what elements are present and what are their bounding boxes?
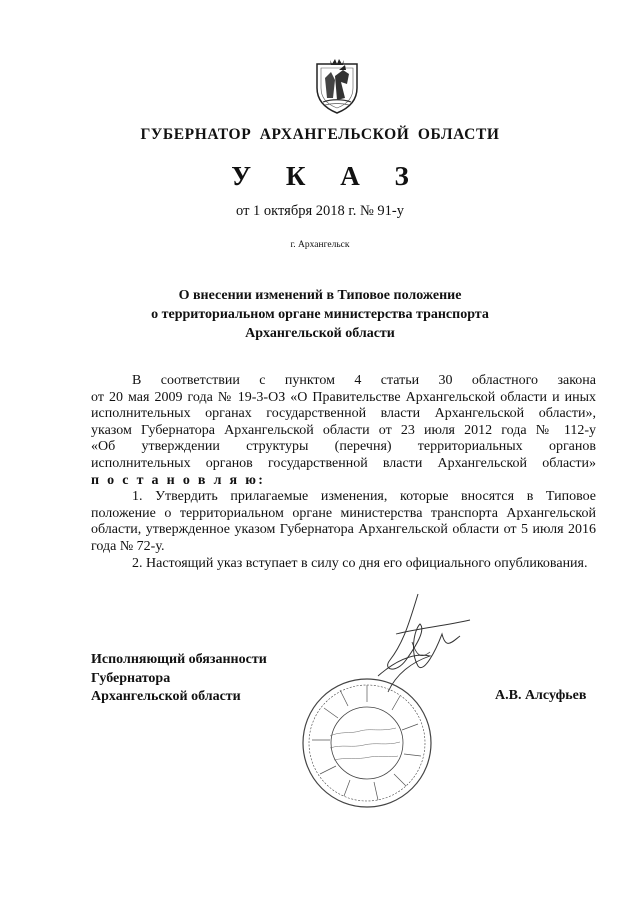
preamble-line: указом Губернатора Архангельской области от 23 июля 2012 года № 112-у — [91, 422, 596, 438]
title-line: О внесении изменений в Типовое положение — [178, 288, 462, 303]
coat-of-arms-icon — [313, 58, 361, 114]
preamble-line: исполнительных органах государственной власти Архангельской области», — [91, 406, 596, 422]
official-stamp — [300, 676, 434, 810]
position-line: Исполняющий обязанности — [91, 652, 267, 667]
decree-word: п о с т а н о в л я ю: — [91, 472, 266, 488]
signatory-name: А.В. Алсуфьев — [495, 688, 587, 703]
decree-item-1: 1. Утвердить прилагаемые изменения, которые вносятся в Типовое положение о территориальном органе министерства транспорта Архангельской области, утвержденное указом Губернатора Архангельской области от 5 июля 2016 года № 72-у. — [91, 489, 596, 554]
title-line: о территориальном органе министерства транспорта — [151, 307, 489, 322]
preamble-line: «Об утверждении структуры (перечня) территориальных органов — [91, 439, 596, 455]
document-date-number: от 1 октября 2018 г. № 91-у — [236, 203, 404, 219]
decree-item-2: 2. Настоящий указ вступает в силу со дня его официального опубликования. — [132, 555, 588, 571]
preamble-line: исполнительных органов государственной власти Архангельской области» — [91, 455, 596, 471]
position-line: Губернатора — [91, 670, 171, 686]
document-body — [91, 373, 596, 572]
document-title — [0, 286, 640, 343]
document-city: г. Архангельск — [290, 240, 350, 250]
preamble-line: В соответствии с пунктом 4 статьи 30 областного закона — [132, 373, 596, 388]
preamble-line: от 20 мая 2009 года № 19-3-ОЗ «О Правительстве Архангельской области и иных — [91, 389, 596, 405]
title-line: Архангельской области — [245, 326, 395, 341]
issuer-heading: ГУБЕРНАТОР АРХАНГЕЛЬСКОЙ ОБЛАСТИ — [140, 126, 500, 143]
position-line: Архангельской области — [91, 689, 241, 704]
document-type: У К А З — [231, 161, 423, 191]
signatory-position — [91, 651, 267, 707]
